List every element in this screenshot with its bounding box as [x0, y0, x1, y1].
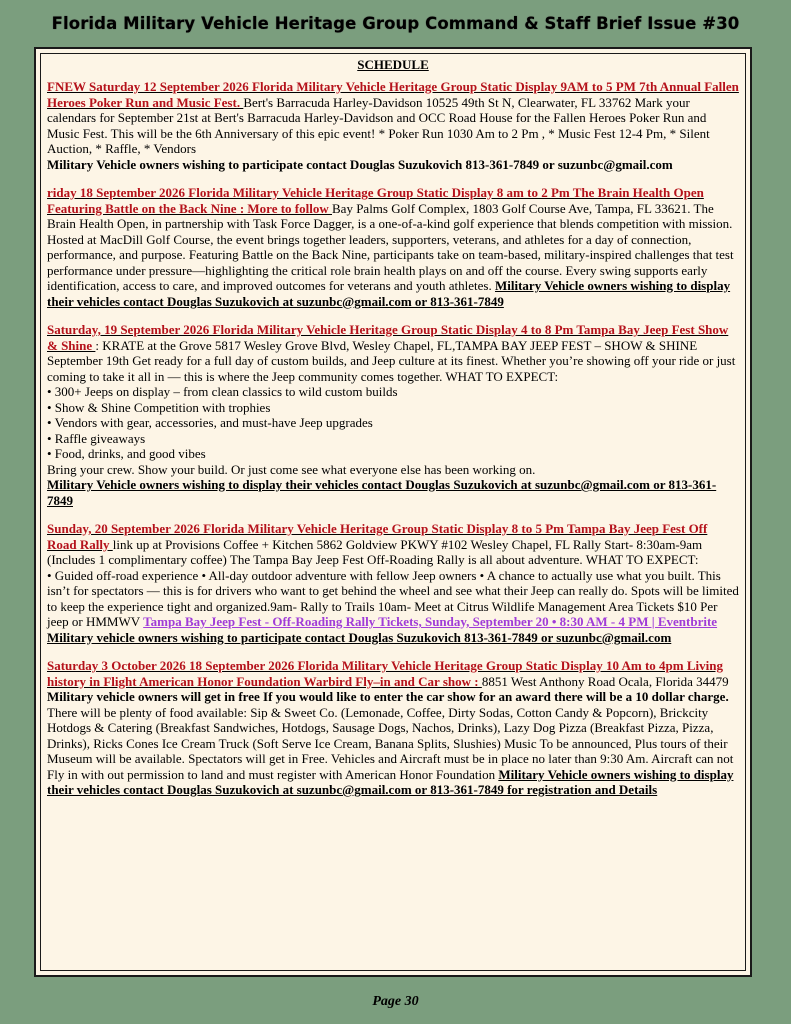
event-2-body: Bay Palms Golf Complex, 1803 Golf Course Ave, Tampa, FL 33621. The Brain Health Open, in partnership with Task Force Dagger, is a one-of-a-kind golf experience that blends competition with mission. Hosted at MacDill Golf Course, the event brings together leaders, supporters, veterans, and athletes for a day of connection, performance, and purpose. Featuring Battle on the Back Nine, participants take on team-based, military-inspired challenges that test performance under pressure—highlighting the critical role brain health plays on and off the course. Every swing supports early identification, access to care, and improved outcomes for veterans and youth athletes.	[47, 200, 734, 293]
event-3-bullet-3: • Vendors with gear, accessories, and must-have Jeep upgrades	[47, 415, 373, 430]
page-header-title: Florida Military Vehicle Heritage Group Command & Staff Brief Issue #30	[51, 14, 740, 33]
event-3-bullet-5: • Food, drinks, and good vibes	[47, 446, 206, 461]
event-3-bullet-1: • 300+ Jeeps on display – from clean classics to wild custom builds	[47, 384, 398, 399]
page-number: Page 30	[372, 994, 419, 1009]
event-3	[47, 322, 739, 508]
event-1-contact: Military Vehicle owners wishing to participate contact Douglas Suzukovich 813-361-7849 or suzunbc@gmail.com	[47, 156, 673, 172]
schedule-title: SCHEDULE	[357, 57, 429, 72]
event-4-contact: Military vehicle owners wishing to participate contact Douglas Suzukovich 813-361-7849 or suzunbc@gmail.com	[47, 629, 672, 645]
event-3-bullet-2: • Show & Shine Competition with trophies	[47, 399, 271, 415]
event-1	[47, 79, 739, 172]
event-3-contact: Military Vehicle owners wishing to display their vehicles contact Douglas Suzukovich at suzunbc@gmail.com or 813-361-7849	[47, 477, 717, 508]
event-2	[47, 185, 739, 309]
event-5-title: Saturday 3 October 2026 18 September 2026 Florida Military Vehicle Heritage Group Static Display 10 Am to 4pm Living history in Flight American Honor Foundation Warbird Fly–in and Car show :	[47, 658, 723, 689]
event-5	[47, 658, 739, 798]
event-2-contact: Military Vehicle owners wishing to display their vehicles contact Douglas Suzukovich at suzunbc@gmail.com or 813-361-7849	[47, 278, 731, 309]
eventbrite-link[interactable]: Tampa Bay Jeep Fest - Off-Roading Rally Tickets, Sunday, September 20 • 8:30 AM - 4 PM | Eventbrite	[143, 614, 718, 629]
event-5-body2: There will be plenty of food available: Sip & Sweet Co. (Lemonade, Coffee, Dirty Sodas, Cotton Candy & Popcorn), Brickcity Hotdogs & Catering (Breakfast Sandwiches, Hotdogs, Sausage Dogs, Nachos, Drinks), Lazy Dog Pizza (Breakfast Pizza, Pizza, Drinks), Ricks Cones Ice Cream Truck (Soft Serve Ice Cream, Banana Splits, Slushies) Music To be announced, Plus tours of their Museum will be available. Spectators will get in Free. Vehicles and Aircraft must be in place no later than 9:30 Am. Aircraft can not Fly in with out permission to land and must register with American Honor Foundation	[47, 704, 734, 782]
event-4-body2: • Guided off-road experience • All-day outdoor adventure with fellow Jeep owners • A chance to actually use what you built. This isn’t for spectators — this is for drivers who want to get behind the wheel and see what their Jeep can really do. Spots will be limited to keep the experience tight and organized.9am- Rally to Trails 10am- Meet at Citrus Wildlife Management Area Tickets $10 Per jeep or HMMWV	[47, 567, 739, 629]
event-3-after: Bring your crew. Show your build. Or just come see what everyone else has been working on.	[47, 461, 536, 477]
event-4-body: link up at Provisions Coffee + Kitchen 5862 Goldview PKWY #102 Wesley Chapel, FL Rally Start- 8:30am-9am (Includes 1 complimentary coffee) The Tampa Bay Jeep Fest Off-Roading Rally is all about adventure. WHAT TO EXPECT:	[47, 536, 703, 567]
event-3-bullet-4: • Raffle giveaways	[47, 430, 146, 446]
event-2-title: riday 18 September 2026 Florida Military Vehicle Heritage Group Static Display 8 am to 2 Pm The Brain Health Open Featuring Battle on the Back Nine : More to follow	[47, 185, 704, 216]
event-5-body: 8851 West Anthony Road Ocala, Florida 34479	[481, 673, 729, 689]
event-5-bold-note: Military vehicle owners will get in free If you would like to enter the car show for an award there will be a 10 dollar charge.	[47, 689, 729, 704]
event-4	[47, 521, 739, 645]
schedule-panel	[34, 47, 752, 977]
schedule-panel-inner	[40, 53, 746, 971]
event-1-title: FNEW Saturday 12 September 2026 Florida Military Vehicle Heritage Group Static Display 9AM to 5 PM 7th Annual Fallen Heroes Poker Run and Music Fest.	[47, 79, 739, 110]
event-3-body: : KRATE at the Grove 5817 Wesley Grove Blvd, Wesley Chapel, FL,TAMPA BAY JEEP FEST – SHOW & SHINE September 19th Get ready for a full day of custom builds, and Jeep culture at its finest. Whether you’re showing off your ride or just coming to take it all in — this is where the Jeep community comes together. WHAT TO EXPECT:	[47, 337, 736, 384]
event-3-title: Saturday, 19 September 2026 Florida Military Vehicle Heritage Group Static Display 4 to 8 Pm Tampa Bay Jeep Fest Show & Shine	[47, 322, 729, 353]
event-1-body: Bert's Barracuda Harley-Davidson 10525 49th St N, Clearwater, FL 33762 Mark your calendars for September 21st at Bert's Barracuda Harley-Davidson and OCC Road House for the Fallen Heroes Poker Run and Music Fest. This will be the 6th Anniversary of this epic event! * Poker Run 1030 Am to 2 Pm , * Music Fest 12-4 Pm, * Silent Auction, * Raffle, * Vendors	[47, 94, 710, 156]
event-5-contact: Military Vehicle owners wishing to display their vehicles contact Douglas Suzukovich at suzunbc@gmail.com or 813-361-7849 for registration and Details	[47, 766, 734, 797]
event-4-title: Sunday, 20 September 2026 Florida Military Vehicle Heritage Group Static Display 8 to 5 Pm Tampa Bay Jeep Fest Off Road Rally	[47, 521, 708, 552]
